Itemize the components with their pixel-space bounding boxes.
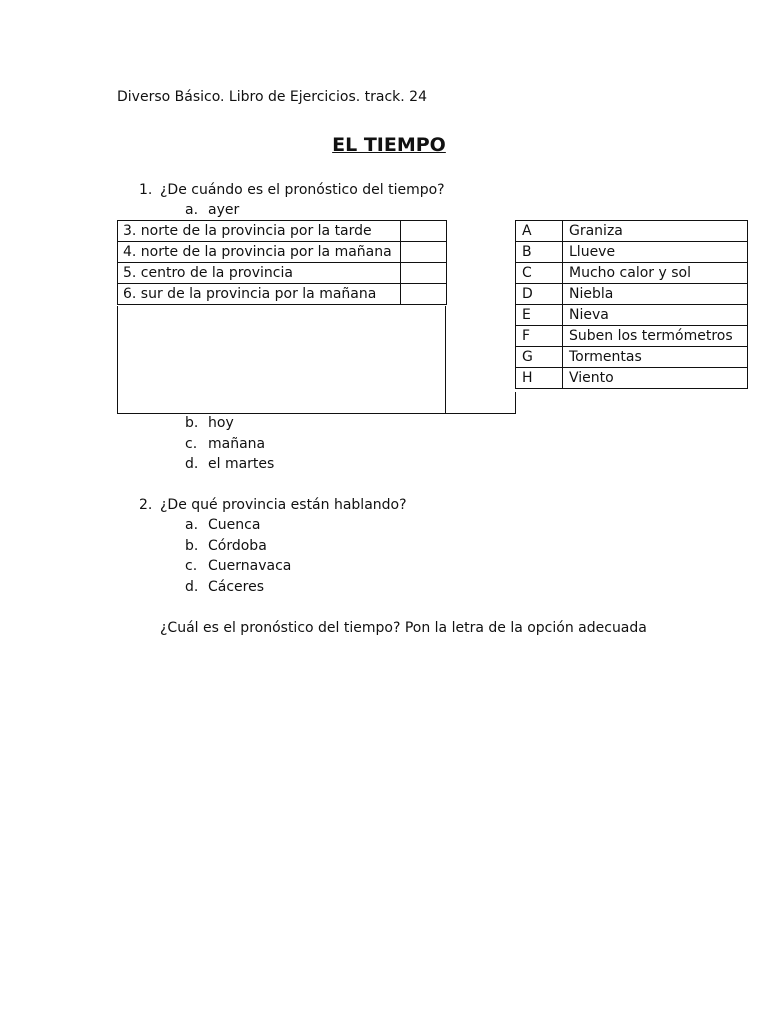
option-text: Cuenca bbox=[208, 517, 261, 533]
answer-cell[interactable] bbox=[401, 221, 447, 242]
table-row bbox=[516, 263, 748, 284]
option-letter: d. bbox=[185, 579, 199, 595]
option-letter-cell: F bbox=[516, 326, 563, 347]
option-letter-cell: B bbox=[516, 242, 563, 263]
weather-description: Mucho calor y sol bbox=[563, 263, 748, 284]
option-text: hoy bbox=[208, 415, 234, 431]
option-letter: a. bbox=[185, 517, 199, 533]
option-letter-cell: D bbox=[516, 284, 563, 305]
table-border bbox=[117, 306, 118, 413]
table-row bbox=[118, 242, 447, 263]
location-label: 5. centro de la provincia bbox=[118, 263, 401, 284]
weather-description: Viento bbox=[563, 368, 748, 389]
option-text: Cuernavaca bbox=[208, 558, 292, 574]
option-letter: b. bbox=[185, 415, 199, 431]
location-label: 3. norte de la provincia por la tarde bbox=[118, 221, 401, 242]
option-letter: b. bbox=[185, 538, 199, 554]
option-letter-cell: A bbox=[516, 221, 563, 242]
document-header: Diverso Básico. Libro de Ejercicios. track. 24 bbox=[117, 89, 427, 105]
table-row bbox=[516, 305, 748, 326]
option-text: mañana bbox=[208, 436, 266, 452]
question-number: 1. bbox=[139, 182, 153, 198]
option-text: ayer bbox=[208, 202, 240, 218]
table-row bbox=[118, 221, 447, 242]
option-letter-cell: G bbox=[516, 347, 563, 368]
weather-description: Niebla bbox=[563, 284, 748, 305]
table-row bbox=[118, 263, 447, 284]
weather-description: Nieva bbox=[563, 305, 748, 326]
table-row bbox=[516, 221, 748, 242]
weather-description: Graniza bbox=[563, 221, 748, 242]
instruction-text: ¿Cuál es el pronóstico del tiempo? Pon la letra de la opción adecuada bbox=[160, 620, 647, 636]
option-letter-cell: E bbox=[516, 305, 563, 326]
weather-description: Tormentas bbox=[563, 347, 748, 368]
table-border bbox=[117, 413, 516, 414]
answer-cell[interactable] bbox=[401, 284, 447, 305]
question-text: ¿De qué provincia están hablando? bbox=[160, 497, 407, 513]
location-label: 6. sur de la provincia por la mañana bbox=[118, 284, 401, 305]
option-text: Cáceres bbox=[208, 579, 265, 595]
table-row bbox=[516, 284, 748, 305]
option-letter: c. bbox=[185, 436, 198, 452]
option-letter: a. bbox=[185, 202, 199, 218]
answer-cell[interactable] bbox=[401, 263, 447, 284]
table-row bbox=[516, 347, 748, 368]
page-title: EL TIEMPO bbox=[332, 134, 446, 156]
table-row bbox=[516, 242, 748, 263]
table-row bbox=[516, 326, 748, 347]
answer-cell[interactable] bbox=[401, 242, 447, 263]
weather-options-table bbox=[515, 220, 748, 389]
option-letter-cell: H bbox=[516, 368, 563, 389]
option-letter: c. bbox=[185, 558, 198, 574]
table-row bbox=[516, 368, 748, 389]
question-number: 2. bbox=[139, 497, 153, 513]
table-row bbox=[118, 284, 447, 305]
question-text: ¿De cuándo es el pronóstico del tiempo? bbox=[160, 182, 445, 198]
location-label: 4. norte de la provincia por la mañana bbox=[118, 242, 401, 263]
option-letter-cell: C bbox=[516, 263, 563, 284]
option-letter: d. bbox=[185, 456, 199, 472]
option-text: Córdoba bbox=[208, 538, 267, 554]
weather-description: Suben los termómetros bbox=[563, 326, 748, 347]
weather-description: Llueve bbox=[563, 242, 748, 263]
table-border bbox=[515, 392, 516, 413]
location-table bbox=[117, 220, 447, 305]
option-text: el martes bbox=[208, 456, 275, 472]
table-border bbox=[445, 306, 446, 413]
